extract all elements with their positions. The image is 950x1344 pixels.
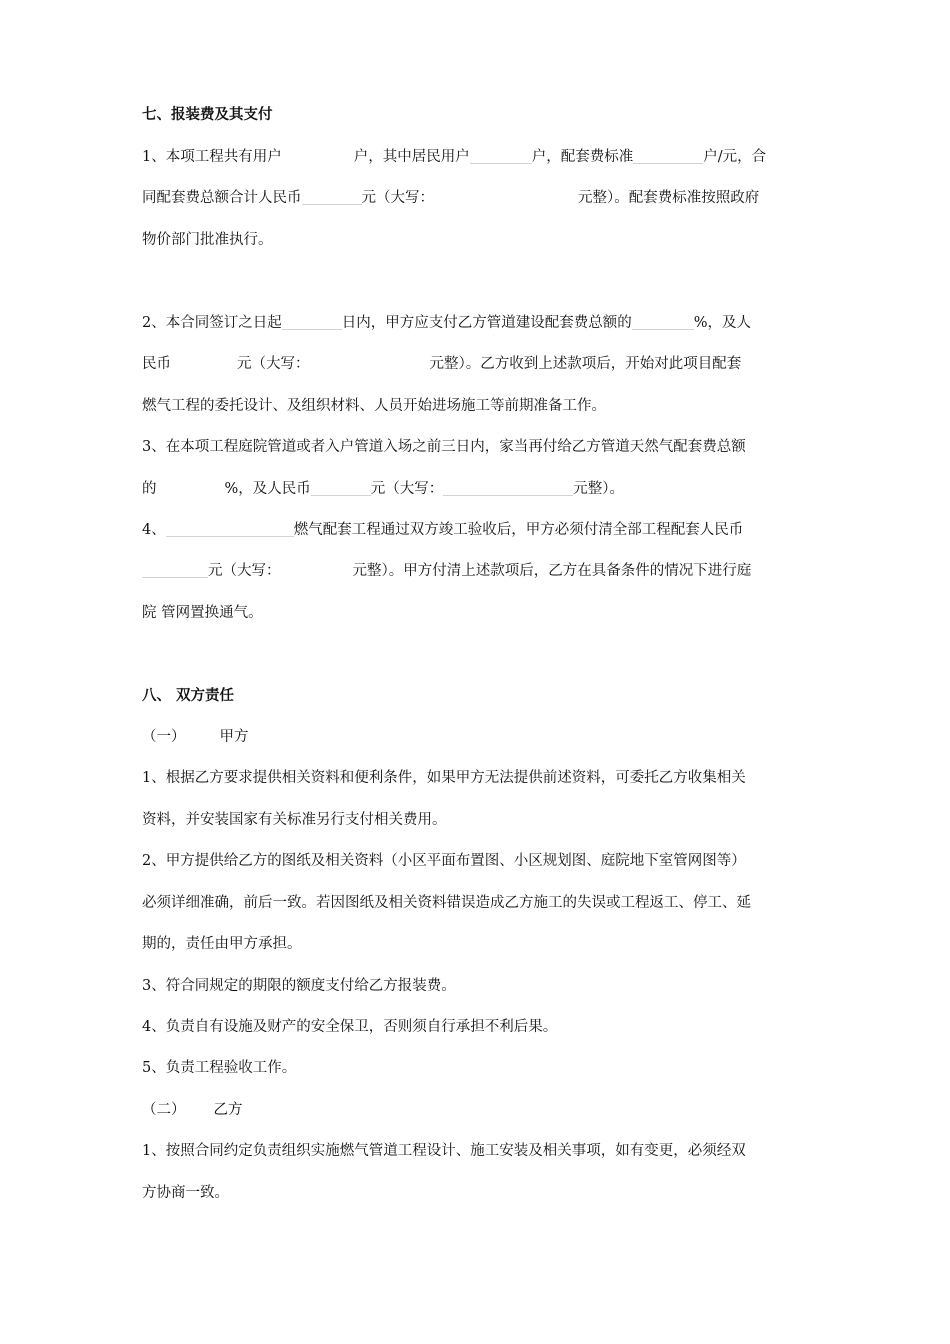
blank-amount-words xyxy=(434,189,578,205)
section-8-title: 八、 双方责任 xyxy=(142,688,235,704)
party-a-line-7: 4、负责自有设施及财产的安全保卫，否则须自行承担不利后果。 xyxy=(142,1019,558,1035)
party-a-line-2: 资料，并安装国家有关标准另行支付相关费用。 xyxy=(142,812,447,828)
blank-fee-standard xyxy=(633,148,703,164)
clause-7-3-line-2: 的 %，及人民币 元（大写： 元整）。 xyxy=(142,481,625,497)
party-b-line-1: 1、按照合同约定负责组织实施燃气管道工程设计、施工安装及相关事项，如有变更，必须经双 xyxy=(142,1143,746,1159)
blank-project-name xyxy=(166,521,294,537)
clause-7-1-line-1: 1、本项工程共有用户 户，其中居民用户 户，配套费标准 户/元，合 xyxy=(142,149,767,165)
party-a-line-8: 5、负责工程验收工作。 xyxy=(142,1060,297,1076)
party-b-line-2: 方协商一致。 xyxy=(142,1185,229,1201)
blank-rmb-words-2 xyxy=(443,480,573,496)
blank-days xyxy=(282,314,342,330)
blank-percent-2 xyxy=(157,480,225,496)
blank-rmb-amount xyxy=(171,355,237,371)
blank-final-words xyxy=(281,562,353,578)
blank-rmb-amount-2 xyxy=(311,480,371,496)
clause-7-1-line-3: 物价部门批准执行。 xyxy=(142,232,273,248)
clause-7-1-line-2: 同配套费总额合计人民币 元（大写： 元整）。配套费标准按照政府 xyxy=(142,190,760,206)
blank-percent xyxy=(632,314,694,330)
party-a-line-5: 期的，责任由甲方承担。 xyxy=(142,936,302,952)
clause-7-3-line-1: 3、在本项工程庭院管道或者入户管道入场之前三日内，家当再付给乙方管道天然气配套费总额 xyxy=(142,439,746,455)
party-a-line-1: 1、根据乙方要求提供相关资料和便利条件，如果甲方无法提供前述资料，可委托乙方收集相关 xyxy=(142,770,746,786)
blank-total-amount xyxy=(302,189,362,205)
section-7-title: 七、报装费及其支付 xyxy=(142,107,273,123)
clause-7-2-line-3: 燃气工程的委托设计、及组织材料、人员开始进场施工等前期准备工作。 xyxy=(142,398,606,414)
blank-final-amount xyxy=(142,562,208,578)
party-a-heading: （一） 甲方 xyxy=(142,729,249,745)
clause-7-2-line-1: 2、本合同签订之日起 日内，甲方应支付乙方管道建设配套费总额的 %，及人 xyxy=(142,315,752,331)
clause-7-4-line-3: 院 管网置换通气。 xyxy=(142,605,263,621)
blank-resident-users xyxy=(470,148,532,164)
party-a-line-4: 必须详细准确，前后一致。若因图纸及相关资料错误造成乙方施工的失误或工程返工、停工、延 xyxy=(142,895,751,911)
party-a-line-3: 2、甲方提供给乙方的图纸及相关资料（小区平面布置图、小区规划图、庭院地下室管网图等） xyxy=(142,853,746,869)
party-b-heading: （二） 乙方 xyxy=(142,1102,243,1118)
clause-7-4-line-1: 4、 燃气配套工程通过双方竣工验收后，甲方必须付清全部工程配套人民币 xyxy=(142,522,744,538)
clause-7-2-line-2: 民币 元（大写： 元整）。乙方收到上述款项后，开始对此项目配套 xyxy=(142,356,742,372)
blank-total-users xyxy=(282,148,354,164)
party-a-line-6: 3、符合同规定的期限的额度支付给乙方报装费。 xyxy=(142,978,456,994)
blank-rmb-words xyxy=(310,355,430,371)
clause-7-4-line-2: 元（大写： 元整）。甲方付清上述款项后，乙方在具备条件的情况下进行庭 xyxy=(142,561,751,581)
